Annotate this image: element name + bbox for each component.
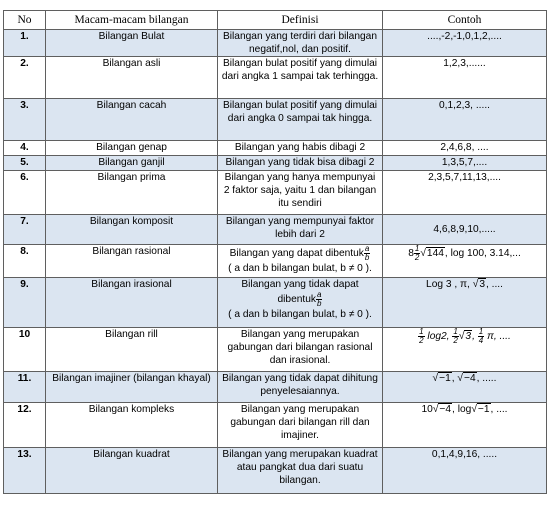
row-name: Bilangan Bulat xyxy=(46,30,218,57)
fraction-denominator: 2 xyxy=(414,253,420,262)
row-no: 3. xyxy=(4,99,46,141)
radicand: 3 xyxy=(479,279,485,290)
row-name: Bilangan kuadrat xyxy=(46,448,218,494)
header-name: Macam-macam bilangan xyxy=(46,11,218,30)
number-types-table xyxy=(3,10,547,494)
table-row xyxy=(4,278,547,328)
radicand: −1 xyxy=(439,373,451,384)
row-definition: Bilangan yang hanya mempunyai 2 faktor saja, yaitu 1 dan bilangan itu sendiri xyxy=(218,171,383,215)
table-row xyxy=(4,372,547,403)
example-text: , .... xyxy=(490,404,508,415)
table-row xyxy=(4,403,547,448)
definition-text: Bilangan yang tidak dapat dibentuk xyxy=(241,279,359,306)
row-no: 12. xyxy=(4,403,46,448)
radicand: 144 xyxy=(426,248,444,260)
row-name: Bilangan asli xyxy=(46,57,218,99)
table-row xyxy=(4,99,547,141)
row-example: 4,6,8,9,10,..... xyxy=(383,215,547,245)
table-row xyxy=(4,171,547,215)
fraction xyxy=(414,245,420,262)
table-row xyxy=(4,30,547,57)
definition-note: ( a dan b bilangan bulat, b ≠ 0 ). xyxy=(228,263,372,274)
row-no: 9. xyxy=(4,278,46,328)
row-name: Bilangan kompleks xyxy=(46,403,218,448)
row-example: 0,1,4,9,16, ..... xyxy=(383,448,547,494)
row-example: ....,-2,-1,0,1,2,.... xyxy=(383,30,547,57)
row-definition: Bilangan yang terdiri dari bilangan negatif,nol, dan positif. xyxy=(218,30,383,57)
radicand: −4 xyxy=(439,404,452,415)
table-row xyxy=(4,245,547,278)
fraction-numerator: 1 xyxy=(478,327,484,336)
row-example: 1,2,3,...... xyxy=(383,57,547,99)
row-example: 8 $\frac{1}{2}$ √144, log 100, 3.14,... xyxy=(383,245,547,278)
radicand: 3 xyxy=(465,331,472,343)
example-text: , .... xyxy=(485,279,503,290)
fraction xyxy=(316,291,322,308)
row-definition: Bilangan yang tidak bisa dibagi 2 xyxy=(218,156,383,171)
fraction xyxy=(364,245,370,262)
row-no: 1. xyxy=(4,30,46,57)
row-definition: Bilangan bulat positif yang dimulai dari angka 1 sampai tak terhingga. xyxy=(218,57,383,99)
table-row xyxy=(4,328,547,372)
row-no: 4. xyxy=(4,141,46,156)
row-definition: Bilangan yang tidak dapat dihitung penyelesaiannya. xyxy=(218,372,383,403)
row-no: 6. xyxy=(4,171,46,215)
row-example: 2,3,5,7,11,13,.... xyxy=(383,171,547,215)
table-row xyxy=(4,215,547,245)
row-no: 8. xyxy=(4,245,46,278)
row-definition: Bilangan yang merupakan kuadrat atau pangkat dua dari suatu bilangan. xyxy=(218,448,383,494)
fraction xyxy=(452,328,458,345)
row-definition: Bilangan bulat positif yang dimulai dari angka 0 sampai tak hingga. xyxy=(218,99,383,141)
row-example: 1,3,5,7,.... xyxy=(383,156,547,171)
fraction-denominator: 2 xyxy=(419,336,424,345)
example-text: , xyxy=(472,331,478,343)
example-text: , ..... xyxy=(476,373,497,384)
definition-text: Bilangan yang dapat dibentuk xyxy=(229,248,364,260)
radicand: −1 xyxy=(477,404,490,415)
header-no: No xyxy=(4,11,46,30)
fraction-denominator: 2 xyxy=(453,336,458,345)
row-definition: Bilangan yang merupakan gabungan dari bilangan rasional dan irasional. xyxy=(218,328,383,372)
fraction-numerator: 1 xyxy=(419,327,424,336)
row-name: Bilangan cacah xyxy=(46,99,218,141)
example-text: π, .... xyxy=(484,331,511,343)
row-name: Bilangan prima xyxy=(46,171,218,215)
fraction-denominator: b xyxy=(317,299,322,308)
table-row xyxy=(4,156,547,171)
row-example: 2,4,6,8, .... xyxy=(383,141,547,156)
definition-note: ( a dan b bilangan bulat, b ≠ 0 ). xyxy=(228,309,372,320)
row-no: 2. xyxy=(4,57,46,99)
example-text: Log 3 , π, xyxy=(426,279,473,290)
example-text: 10 xyxy=(421,404,433,415)
fraction-denominator: 4 xyxy=(478,336,484,345)
row-name: Bilangan rill xyxy=(46,328,218,372)
row-example: 10√−4, log√−1, .... xyxy=(383,403,547,448)
row-definition: Bilangan yang merupakan gabungan dari bilangan rill dan imajiner. xyxy=(218,403,383,448)
row-name: Bilangan rasional xyxy=(46,245,218,278)
header-row xyxy=(4,11,547,30)
row-definition xyxy=(218,245,383,278)
row-no: 11. xyxy=(4,372,46,403)
example-text: log2, xyxy=(424,331,453,343)
row-definition: Bilangan yang mempunyai faktor lebih dari 2 xyxy=(218,215,383,245)
row-name: Bilangan ganjil xyxy=(46,156,218,171)
example-text: 8 xyxy=(408,248,414,260)
example-text: , log xyxy=(452,404,472,415)
row-example: √−1, √−4, ..... xyxy=(383,372,547,403)
radicand: −4 xyxy=(464,373,476,384)
row-example: Log 3 , π, √3, .... xyxy=(383,278,547,328)
row-no: 7. xyxy=(4,215,46,245)
table-row xyxy=(4,141,547,156)
row-name: Bilangan komposit xyxy=(46,215,218,245)
row-name: Bilangan genap xyxy=(46,141,218,156)
fraction-numerator: a xyxy=(364,244,370,253)
header-example: Contoh xyxy=(383,11,547,30)
row-example: $\frac{1}{2}$ log2, $\frac{1}{2}$ √3, $\frac{1}{4}$ π, .... xyxy=(383,328,547,372)
row-definition: Bilangan yang habis dibagi 2 xyxy=(218,141,383,156)
row-no: 5. xyxy=(4,156,46,171)
row-example: 0,1,2,3, ..... xyxy=(383,99,547,141)
example-text: , log 100, 3.14,... xyxy=(444,248,521,260)
example-text: , xyxy=(451,373,458,384)
row-no: 10 xyxy=(4,328,46,372)
header-definition: Definisi xyxy=(218,11,383,30)
row-name: Bilangan irasional xyxy=(46,278,218,328)
fraction-numerator: 1 xyxy=(414,244,420,253)
fraction-numerator: a xyxy=(317,290,322,299)
fraction-denominator: b xyxy=(364,253,370,262)
row-no: 13. xyxy=(4,448,46,494)
table-row xyxy=(4,448,547,494)
table-row xyxy=(4,57,547,99)
fraction-numerator: 1 xyxy=(453,327,458,336)
row-definition xyxy=(218,278,383,328)
row-name: Bilangan imajiner (bilangan khayal) xyxy=(46,372,218,403)
